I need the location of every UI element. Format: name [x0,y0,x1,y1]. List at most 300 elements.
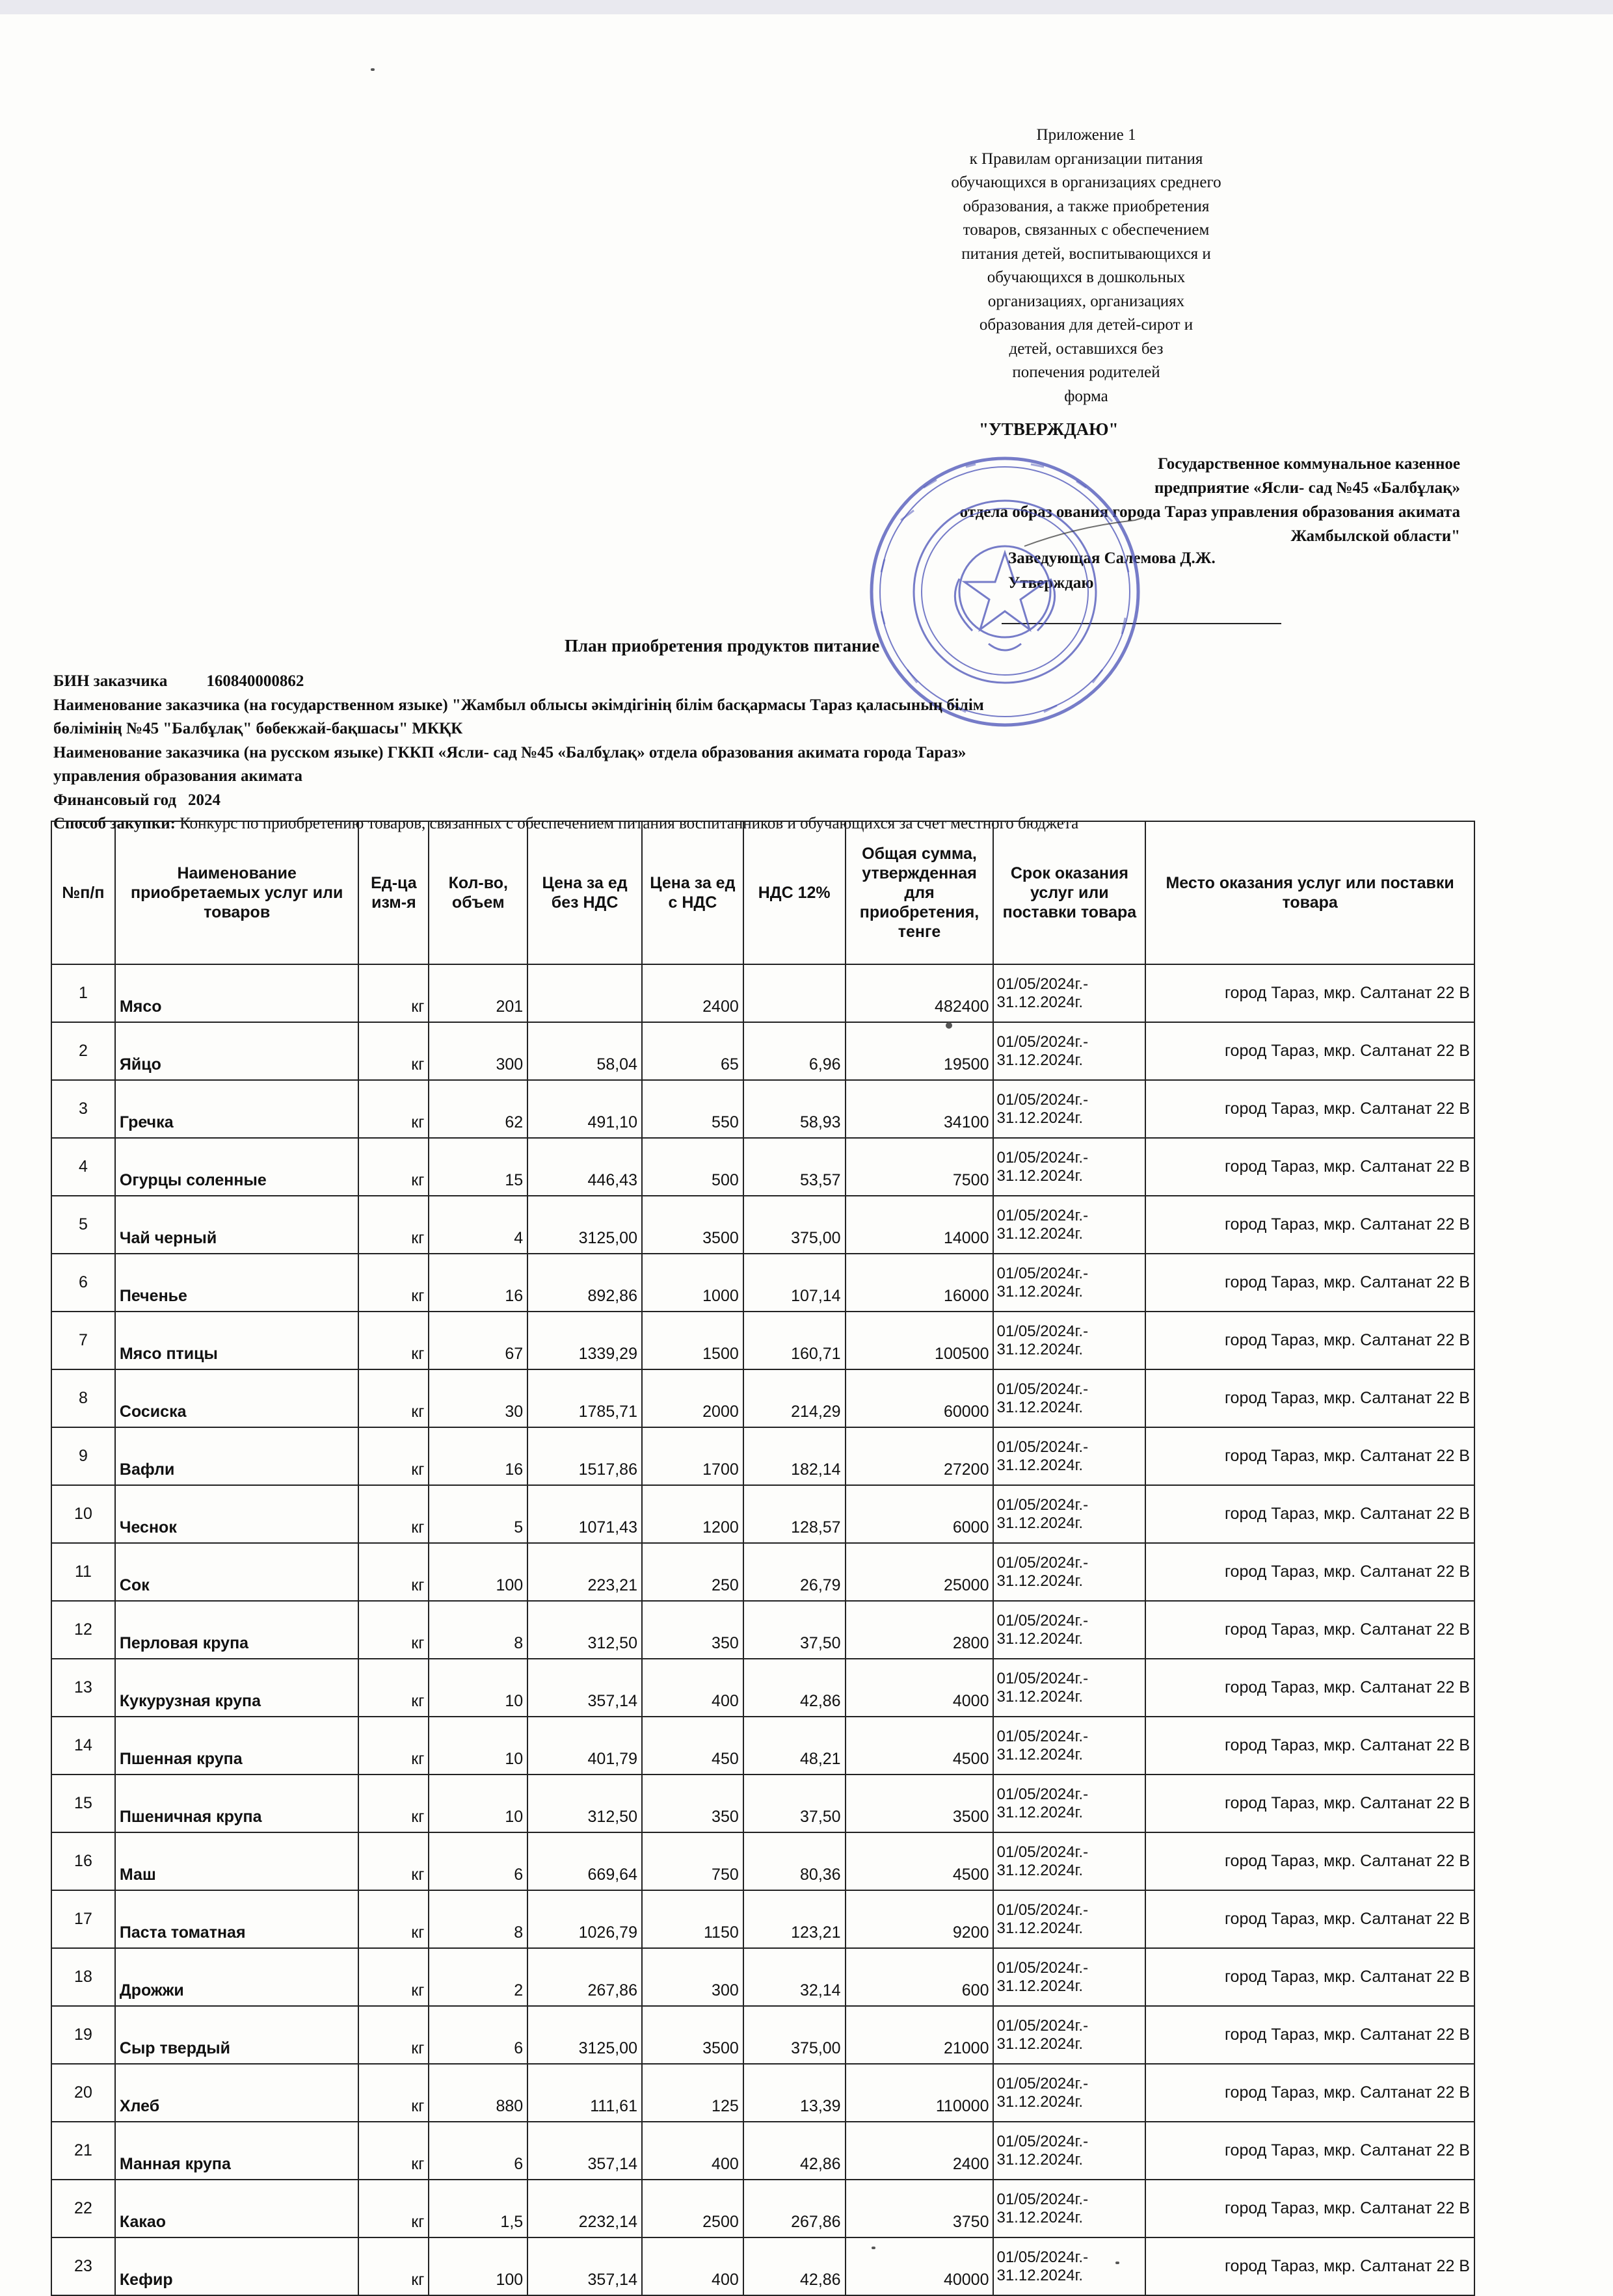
price-without-vat-cell: 312,50 [527,1601,642,1659]
product-name-cell: Кефир [115,2237,359,2295]
customer-info [53,670,1078,836]
price-without-vat-cell: 446,43 [527,1138,642,1196]
scan-edge [0,0,1613,14]
unit-cell: кг [358,1601,429,1659]
quantity-cell: 8 [429,1601,527,1659]
table-row [51,1427,1474,1485]
product-name-cell: Чай черный [115,1196,359,1254]
total-sum-cell: 482400 [846,964,994,1022]
scan-speck [1115,2262,1119,2264]
delivery-term-line: 01/05/2024г.- [996,1959,1089,1977]
table-row [51,2180,1474,2237]
price-without-vat-cell: 357,14 [527,2122,642,2180]
total-sum-cell: 110000 [846,2064,994,2122]
vat-amount-cell: 182,14 [743,1427,846,1485]
unit-cell: кг [358,1427,429,1485]
year-label: Финансовый год [53,791,176,809]
product-name-cell: Паста томатная [115,1890,359,1948]
total-sum-cell: 4500 [846,1717,994,1775]
total-sum-cell: 9200 [846,1890,994,1948]
total-sum-cell: 2400 [846,2122,994,2180]
total-sum-cell: 6000 [846,1485,994,1543]
delivery-place-cell: город Тараз, мкр. Салтанат 22 В [1145,1427,1474,1485]
price-with-vat-cell: 350 [642,1601,743,1659]
total-sum-cell: 27200 [846,1427,994,1485]
row-number-cell: 10 [51,1485,115,1543]
total-sum-cell: 25000 [846,1543,994,1601]
delivery-term-line: 31.12.2024г. [996,1861,1084,1879]
quantity-cell: 10 [429,1775,527,1832]
delivery-term-line: 31.12.2024г. [996,1167,1084,1185]
price-with-vat-cell: 2000 [642,1369,743,1427]
delivery-term-line: 01/05/2024г.- [996,1785,1089,1803]
total-sum-cell: 4000 [846,1659,994,1717]
product-name-cell: Огурцы соленные [115,1138,359,1196]
unit-cell: кг [358,2064,429,2122]
appendix-line: Приложение 1 [1036,126,1136,144]
product-name-cell: Перловая крупа [115,1601,359,1659]
price-with-vat-cell: 3500 [642,1196,743,1254]
scan-speck [872,2247,875,2249]
unit-cell: кг [358,2122,429,2180]
product-name-cell: Мясо птицы [115,1312,359,1369]
unit-cell: кг [358,1369,429,1427]
delivery-place-cell: город Тараз, мкр. Салтанат 22 В [1145,1832,1474,1890]
delivery-term-line: 01/05/2024г.- [996,1380,1089,1398]
quantity-cell: 300 [429,1022,527,1080]
price-without-vat-cell: 1517,86 [527,1427,642,1485]
price-without-vat-cell: 267,86 [527,1948,642,2006]
vat-amount-cell: 375,00 [743,1196,846,1254]
quantity-cell: 880 [429,2064,527,2122]
delivery-term-cell [993,2122,1145,2180]
delivery-term-line: 01/05/2024г.- [996,1438,1089,1456]
unit-cell: кг [358,1080,429,1138]
delivery-term-line: 31.12.2024г. [996,1282,1084,1300]
vat-amount-cell: 32,14 [743,1948,846,2006]
price-with-vat-cell: 400 [642,1659,743,1717]
price-without-vat-cell: 669,64 [527,1832,642,1890]
unit-cell: кг [358,1832,429,1890]
unit-cell: кг [358,1948,429,2006]
row-number-cell: 1 [51,964,115,1022]
row-number-cell: 3 [51,1080,115,1138]
delivery-term-cell [993,1775,1145,1832]
delivery-term-cell [993,2064,1145,2122]
unit-cell: кг [358,2237,429,2295]
delivery-place-cell: город Тараз, мкр. Салтанат 22 В [1145,1890,1474,1948]
row-number-cell: 17 [51,1890,115,1948]
vat-amount-cell: 53,57 [743,1138,846,1196]
product-name-cell: Хлеб [115,2064,359,2122]
quantity-cell: 10 [429,1717,527,1775]
quantity-cell: 201 [429,964,527,1022]
product-name-cell: Гречка [115,1080,359,1138]
delivery-term-line: 01/05/2024г.- [996,1206,1089,1224]
delivery-term-line: 31.12.2024г. [996,1109,1084,1127]
vat-amount-cell: 42,86 [743,2237,846,2295]
row-number-cell: 19 [51,2006,115,2064]
row-number-cell: 20 [51,2064,115,2122]
header-vat: НДС 12% [743,821,846,964]
total-sum-cell: 14000 [846,1196,994,1254]
delivery-term-line: 31.12.2024г. [996,2266,1084,2284]
delivery-term-line: 31.12.2024г. [996,1630,1084,1648]
table-row [51,1717,1474,1775]
delivery-term-line: 01/05/2024г.- [996,1496,1089,1514]
delivery-term-line: 31.12.2024г. [996,1224,1084,1243]
name-kz-line: Наименование заказчика (на государственном языке) "Жамбыл облысы әкімдігінің білім басқармасы Тараз қаласының білім [53,696,984,714]
header-num: №п/п [51,821,115,964]
total-sum-cell: 34100 [846,1080,994,1138]
vat-amount-cell: 128,57 [743,1485,846,1543]
total-sum-cell: 600 [846,1948,994,2006]
price-without-vat-cell: 223,21 [527,1543,642,1601]
delivery-term-line: 01/05/2024г.- [996,1148,1089,1167]
price-without-vat-cell: 3125,00 [527,1196,642,1254]
delivery-term-line: 31.12.2024г. [996,1051,1084,1069]
delivery-term-line: 31.12.2024г. [996,1687,1084,1706]
quantity-cell: 4 [429,1196,527,1254]
price-without-vat-cell: 1026,79 [527,1890,642,1948]
method-label: Способ закупки: [53,815,176,832]
quantity-cell: 8 [429,1890,527,1948]
table-row [51,1369,1474,1427]
price-without-vat-cell: 3125,00 [527,2006,642,2064]
vat-amount-cell: 267,86 [743,2180,846,2237]
vat-amount-cell: 107,14 [743,1254,846,1312]
table-row [51,1312,1474,1369]
org-line: отдела образ ования города Тараз управления образования акимата [959,503,1460,521]
product-name-cell: Вафли [115,1427,359,1485]
vat-amount-cell: 37,50 [743,1601,846,1659]
table-row [51,1890,1474,1948]
product-name-cell: Чеснок [115,1485,359,1543]
price-without-vat-cell: 312,50 [527,1775,642,1832]
row-number-cell: 11 [51,1543,115,1601]
delivery-term-cell [993,1138,1145,1196]
delivery-term-cell [993,1659,1145,1717]
quantity-cell: 6 [429,2122,527,2180]
price-with-vat-cell: 500 [642,1138,743,1196]
row-number-cell: 9 [51,1427,115,1485]
vat-amount-cell: 42,86 [743,1659,846,1717]
delivery-term-cell [993,1427,1145,1485]
delivery-term-cell [993,1948,1145,2006]
price-with-vat-cell: 450 [642,1717,743,1775]
delivery-term-cell [993,1717,1145,1775]
product-name-cell: Пшеничная крупа [115,1775,359,1832]
vat-amount-cell: 13,39 [743,2064,846,2122]
delivery-term-line: 01/05/2024г.- [996,2074,1089,2092]
quantity-cell: 100 [429,2237,527,2295]
appendix-line: форма [1064,387,1108,405]
product-name-cell: Яйцо [115,1022,359,1080]
appendix-line: питания детей, воспитывающихся и [961,244,1211,263]
vat-amount-cell: 42,86 [743,2122,846,2180]
delivery-term-line: 31.12.2024г. [996,1803,1084,1821]
delivery-term-line: 31.12.2024г. [996,1456,1084,1474]
delivery-term-cell [993,1832,1145,1890]
delivery-place-cell: город Тараз, мкр. Салтанат 22 В [1145,1485,1474,1543]
table-row [51,2237,1474,2295]
price-with-vat-cell: 3500 [642,2006,743,2064]
org-line: предприятие «Ясли- сад №45 «Балбұлақ» [1154,479,1460,497]
quantity-cell: 10 [429,1659,527,1717]
total-sum-cell: 3500 [846,1775,994,1832]
price-with-vat-cell: 1000 [642,1254,743,1312]
price-with-vat-cell: 250 [642,1543,743,1601]
row-number-cell: 16 [51,1832,115,1890]
unit-cell: кг [358,1543,429,1601]
unit-cell: кг [358,1022,429,1080]
delivery-term-line: 31.12.2024г. [996,2208,1084,2226]
unit-cell: кг [358,2180,429,2237]
delivery-term-cell [993,1196,1145,1254]
method-value: Конкурс по приобретению товаров, связанных с обеспечением питания воспитанников и обучающихся за счет местного бюджета [175,815,1079,832]
price-with-vat-cell: 300 [642,1948,743,2006]
name-ru-line: Наименование заказчика (на русском языке) ГККП «Ясли- сад №45 «Балбұлақ» отдела образования акимата города Тараз» [53,743,966,761]
quantity-cell: 2 [429,1948,527,2006]
name-kz-line: бөлімінің №45 "Балбұлақ" бөбекжай-бақшасы" МКҚК [53,720,463,737]
price-without-vat-cell: 1071,43 [527,1485,642,1543]
appendix-line: товаров, связанных с обеспечением [963,221,1210,239]
delivery-term-cell [993,964,1145,1022]
unit-cell: кг [358,1312,429,1369]
document-title: План приобретения продуктов питание [565,636,880,655]
delivery-term-line: 31.12.2024г. [996,1745,1084,1763]
vat-amount-cell: 123,21 [743,1890,846,1948]
delivery-place-cell: город Тараз, мкр. Салтанат 22 В [1145,1717,1474,1775]
price-without-vat-cell [527,964,642,1022]
vat-amount-cell [743,964,846,1022]
year-line [53,789,1078,813]
header-name: Наименование приобретаемых услуг или товаров [115,821,359,964]
header-term: Срок оказания услуг или поставки товара [993,821,1145,964]
header-total: Общая сумма, утвержденная для приобретения, тенге [846,821,994,964]
delivery-term-line: 01/05/2024г.- [996,2248,1089,2266]
row-number-cell: 23 [51,2237,115,2295]
delivery-term-cell [993,1601,1145,1659]
delivery-term-line: 01/05/2024г.- [996,1553,1089,1572]
product-name-cell: Сосиска [115,1369,359,1427]
unit-cell: кг [358,1196,429,1254]
table-row [51,2122,1474,2180]
org-line: Государственное коммунальное казенное [1158,455,1460,473]
delivery-term-line: 01/05/2024г.- [996,1033,1089,1051]
price-with-vat-cell: 750 [642,1832,743,1890]
header-qty: Кол-во, объем [429,821,527,964]
unit-cell: кг [358,1717,429,1775]
appendix-line: организациях, организациях [987,292,1185,310]
org-line: Жамбылской области" [1290,527,1460,545]
delivery-place-cell: город Тараз, мкр. Салтанат 22 В [1145,1022,1474,1080]
price-with-vat-cell: 125 [642,2064,743,2122]
product-name-cell: Дрожжи [115,1948,359,2006]
quantity-cell: 100 [429,1543,527,1601]
row-number-cell: 6 [51,1254,115,1312]
product-name-cell: Манная крупа [115,2122,359,2180]
table-row [51,1254,1474,1312]
quantity-cell: 6 [429,1832,527,1890]
delivery-term-line: 31.12.2024г. [996,2035,1084,2053]
price-without-vat-cell: 357,14 [527,2237,642,2295]
vat-amount-cell: 6,96 [743,1022,846,1080]
delivery-term-line: 01/05/2024г.- [996,1322,1089,1340]
delivery-term-line: 31.12.2024г. [996,1572,1084,1590]
delivery-term-line: 01/05/2024г.- [996,1727,1089,1745]
price-without-vat-cell: 491,10 [527,1080,642,1138]
quantity-cell: 16 [429,1254,527,1312]
quantity-cell: 67 [429,1312,527,1369]
vat-amount-cell: 26,79 [743,1543,846,1601]
delivery-term-line: 01/05/2024г.- [996,1901,1089,1919]
delivery-term-line: 01/05/2024г.- [996,2132,1089,2150]
price-without-vat-cell: 892,86 [527,1254,642,1312]
delivery-term-line: 31.12.2024г. [996,1514,1084,1532]
row-number-cell: 2 [51,1022,115,1080]
price-without-vat-cell: 58,04 [527,1022,642,1080]
product-name-cell: Кукурузная крупа [115,1659,359,1717]
delivery-term-cell [993,1485,1145,1543]
row-number-cell: 22 [51,2180,115,2237]
price-with-vat-cell: 2400 [642,964,743,1022]
total-sum-cell: 16000 [846,1254,994,1312]
delivery-place-cell: город Тараз, мкр. Салтанат 22 В [1145,2237,1474,2295]
bin-value: 160840000862 [206,672,304,690]
delivery-term-cell [993,1080,1145,1138]
unit-cell: кг [358,1485,429,1543]
table-row [51,1022,1474,1080]
unit-cell: кг [358,964,429,1022]
delivery-term-line: 31.12.2024г. [996,2092,1084,2111]
price-with-vat-cell: 1200 [642,1485,743,1543]
total-sum-cell: 21000 [846,2006,994,2064]
table-row [51,1196,1474,1254]
vat-amount-cell: 214,29 [743,1369,846,1427]
price-with-vat-cell: 65 [642,1022,743,1080]
delivery-place-cell: город Тараз, мкр. Салтанат 22 В [1145,1601,1474,1659]
bin-label: БИН заказчика [53,672,168,690]
price-without-vat-cell: 2232,14 [527,2180,642,2237]
delivery-place-cell: город Тараз, мкр. Салтанат 22 В [1145,1080,1474,1138]
total-sum-cell: 60000 [846,1369,994,1427]
price-with-vat-cell: 1700 [642,1427,743,1485]
appendix-line: попечения родителей [1012,363,1160,381]
delivery-place-cell: город Тараз, мкр. Салтанат 22 В [1145,1543,1474,1601]
unit-cell: кг [358,1775,429,1832]
row-number-cell: 18 [51,1948,115,2006]
product-name-cell: Какао [115,2180,359,2237]
appendix-line: обучающихся в организациях среднего [951,174,1221,191]
row-number-cell: 13 [51,1659,115,1717]
product-name-cell: Сок [115,1543,359,1601]
approve-word: Утверждаю [1008,574,1094,592]
vat-amount-cell: 375,00 [743,2006,846,2064]
header-place: Место оказания услуг или поставки товара [1145,821,1474,964]
table-header-row [51,821,1474,964]
delivery-term-cell [993,1254,1145,1312]
table-row [51,1948,1474,2006]
product-name-cell: Сыр твердый [115,2006,359,2064]
delivery-term-line: 01/05/2024г.- [996,2190,1089,2208]
delivery-place-cell: город Тараз, мкр. Салтанат 22 В [1145,1948,1474,2006]
quantity-cell: 5 [429,1485,527,1543]
row-number-cell: 21 [51,2122,115,2180]
delivery-term-line: 01/05/2024г.- [996,1843,1089,1861]
product-name-cell: Печенье [115,1254,359,1312]
delivery-term-line: 31.12.2024г. [996,2150,1084,2169]
appendix-line: образования для детей-сирот и [979,316,1193,334]
total-sum-cell: 19500 [846,1022,994,1080]
row-number-cell: 7 [51,1312,115,1369]
delivery-place-cell: город Тараз, мкр. Салтанат 22 В [1145,1196,1474,1254]
product-name-cell: Пшенная крупа [115,1717,359,1775]
unit-cell: кг [358,2006,429,2064]
row-number-cell: 5 [51,1196,115,1254]
total-sum-cell: 4500 [846,1832,994,1890]
year-value: 2024 [188,791,220,809]
delivery-term-line: 31.12.2024г. [996,1340,1084,1358]
header-price-vat: Цена за ед с НДС [642,821,743,964]
header-price-novat: Цена за ед без НДС [527,821,642,964]
header-unit: Ед-ца изм-я [358,821,429,964]
total-sum-cell: 40000 [846,2237,994,2295]
delivery-term-cell [993,1369,1145,1427]
delivery-term-cell [993,1312,1145,1369]
table-row [51,2064,1474,2122]
delivery-place-cell: город Тараз, мкр. Салтанат 22 В [1145,1138,1474,1196]
table-row [51,1832,1474,1890]
vat-amount-cell: 37,50 [743,1775,846,1832]
row-number-cell: 14 [51,1717,115,1775]
procurement-table [51,821,1475,2296]
price-with-vat-cell: 400 [642,2237,743,2295]
delivery-term-line: 31.12.2024г. [996,1977,1084,1995]
table-row [51,2006,1474,2064]
delivery-place-cell: город Тараз, мкр. Салтанат 22 В [1145,1369,1474,1427]
approval-title: "УТВЕРЖДАЮ" [979,419,1119,439]
product-name-cell: Мясо [115,964,359,1022]
appendix-line: к Правилам организации питания [969,150,1203,168]
appendix-line: обучающихся в дошкольных [987,269,1186,286]
scan-speck [946,1022,952,1029]
row-number-cell: 15 [51,1775,115,1832]
price-with-vat-cell: 1500 [642,1312,743,1369]
price-without-vat-cell: 357,14 [527,1659,642,1717]
row-number-cell: 4 [51,1138,115,1196]
quantity-cell: 16 [429,1427,527,1485]
scan-speck [371,68,375,71]
appendix-line: образования, а также приобретения [963,197,1210,215]
delivery-term-line: 01/05/2024г.- [996,1611,1089,1630]
table-row [51,964,1474,1022]
table-row [51,1601,1474,1659]
vat-amount-cell: 160,71 [743,1312,846,1369]
delivery-place-cell: город Тараз, мкр. Салтанат 22 В [1145,1254,1474,1312]
delivery-term-cell [993,1890,1145,1948]
name-ru-line: управления образования акимата [53,767,303,785]
price-without-vat-cell: 111,61 [527,2064,642,2122]
delivery-term-cell [993,2237,1145,2295]
row-number-cell: 8 [51,1369,115,1427]
head-name: Заведующая Салемова Д.Ж. [1008,549,1216,567]
unit-cell: кг [358,1254,429,1312]
price-without-vat-cell: 401,79 [527,1717,642,1775]
delivery-term-line: 01/05/2024г.- [996,1264,1089,1282]
price-with-vat-cell: 350 [642,1775,743,1832]
quantity-cell: 15 [429,1138,527,1196]
